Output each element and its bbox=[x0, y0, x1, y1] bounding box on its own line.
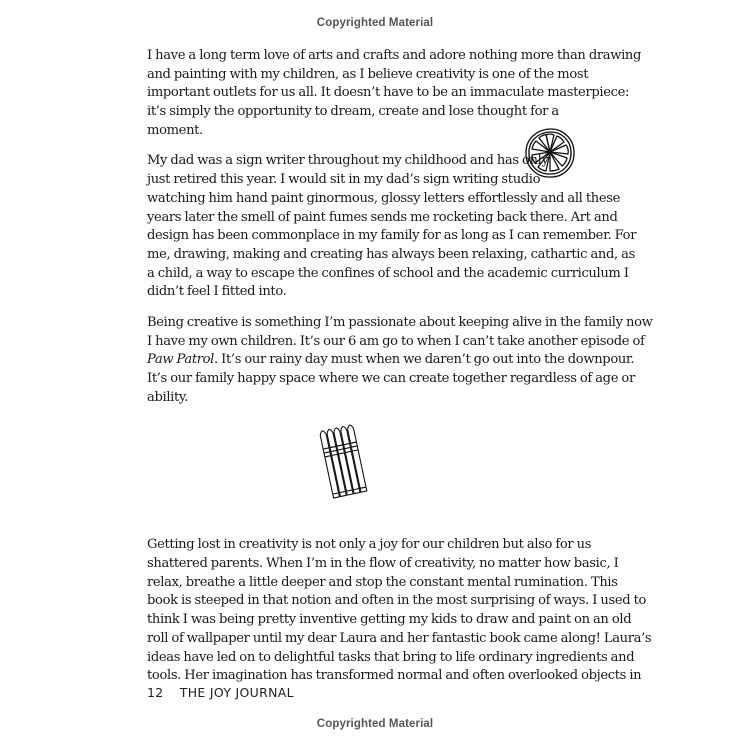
text-line: relax, breathe a little deeper and stop the constant mental rumination. This bbox=[147, 574, 618, 590]
text-line: It’s our family happy space where we can create together regardless of age or bbox=[147, 371, 635, 386]
text-line: and painting with my children, as I believe creativity is one of the most bbox=[147, 66, 589, 82]
text-line: I have a long term love of arts and crafts and adore nothing more than drawing bbox=[147, 48, 642, 63]
copyright-watermark-top: Copyrighted Material bbox=[316, 17, 434, 29]
text-line: just retired this year. I would sit in my dad’s sign writing studio bbox=[147, 172, 541, 188]
text-line: design has been commonplace in my family for as long as I can remember. For bbox=[147, 228, 637, 244]
crayons-icon bbox=[316, 420, 382, 500]
page-number: 12 bbox=[147, 685, 164, 700]
text-line: watching him hand paint ginormous, glossy letters effortlessly and all these bbox=[147, 190, 620, 206]
book-title: THE JOY JOURNAL bbox=[179, 685, 294, 700]
text-line: shattered parents. When I’m in the flow of creativity, no matter how basic, I bbox=[147, 556, 619, 572]
text-line: a child, a way to escape the confines of school and the academic curriculum I bbox=[147, 265, 629, 281]
copyright-watermark-bottom: Copyrighted Material bbox=[316, 718, 434, 730]
text-line: didn’t feel I fitted into. bbox=[147, 284, 287, 300]
text-line: tools. Her imagination has transformed normal and often overlooked objects in bbox=[147, 668, 642, 684]
text-line: it’s simply the opportunity to dream, create and lose thought for a bbox=[147, 104, 559, 120]
text-line: think I was being pretty inventive getting my kids to draw and paint on an old bbox=[147, 612, 632, 628]
text-line: book is steeped in that notion and often in the most surprising of ways. I used to bbox=[147, 593, 647, 609]
text-line: me, drawing, making and creating has always been relaxing, cathartic and, as bbox=[147, 246, 635, 262]
text-line: years later the smell of paint fumes sends me rocketing back there. Art and bbox=[147, 209, 618, 225]
text-line: I have my own children. It’s our 6 am go to when I can’t take another episode of bbox=[147, 333, 645, 349]
text-line: ideas have led on to delightful tasks that bring to life ordinary ingredients and bbox=[147, 649, 635, 665]
italic-title: Paw Patrol bbox=[147, 352, 215, 368]
paragraph-4 bbox=[147, 536, 652, 686]
orange-slice-icon bbox=[524, 127, 576, 179]
text-line: Getting lost in creativity is not only a joy for our children but also for us bbox=[147, 537, 592, 553]
text-line: Being creative is something I’m passionate about keeping alive in the family now bbox=[147, 314, 653, 330]
text-line bbox=[147, 351, 635, 370]
page-footer bbox=[147, 685, 294, 700]
text-line: important outlets for us all. It doesn’t have to be an immaculate masterpiece: bbox=[147, 85, 630, 101]
text-line: My dad was a sign writer throughout my childhood and has only bbox=[147, 153, 549, 169]
text-line: ability. bbox=[147, 389, 189, 405]
paragraph-3 bbox=[147, 314, 653, 407]
text-line: moment. bbox=[147, 122, 203, 138]
text-fragment: . It’s our rainy day must when we daren’t go out into the downpour. bbox=[214, 352, 635, 368]
text-line: roll of wallpaper until my dear Laura and her fantastic book came along! Laura’s bbox=[147, 630, 652, 646]
